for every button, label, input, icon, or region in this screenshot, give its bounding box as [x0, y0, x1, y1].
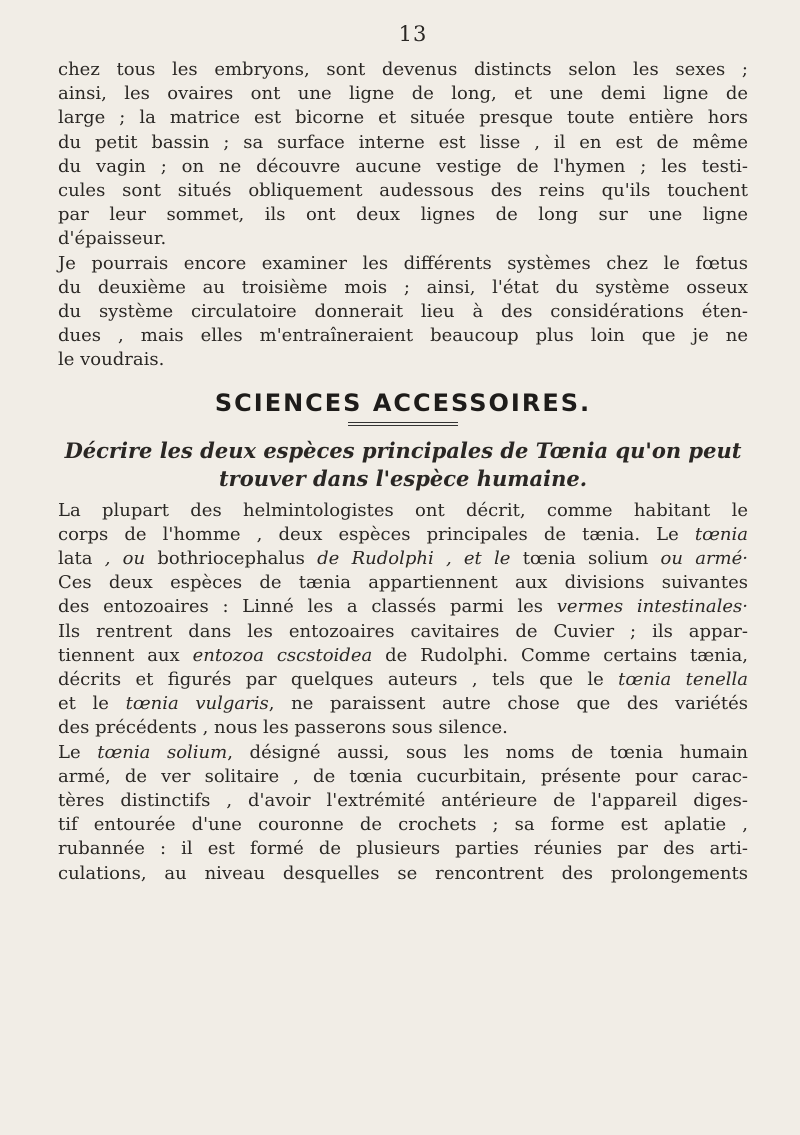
text-segment: des précédents , nous les passerons sous silence.	[58, 717, 508, 739]
body-paragraph	[58, 499, 748, 886]
text-segment: Ils rentrent dans les entozoaires cavitaires de Cuvier ; ils appar-	[58, 620, 748, 642]
italic-term: ou armé·	[648, 548, 748, 570]
text-line: du vagin ; on ne découvre aucune vestige de l'hymen ; les testi-	[58, 155, 748, 177]
text-segment: décrits et figurés par quelques auteurs , tels que le	[58, 669, 619, 691]
text-line	[58, 668, 748, 692]
text-line: ainsi, les ovaires ont une ligne de long, et une demi ligne de	[58, 83, 748, 105]
text-line	[58, 862, 748, 886]
text-line	[58, 595, 748, 619]
text-segment: culations, au niveau desquelles se rencontrent des prolongements	[58, 862, 748, 884]
text-segment: bothriocephalus	[157, 548, 305, 570]
text-segment: tœnia solium	[522, 548, 649, 570]
double-rule-divider	[348, 421, 458, 427]
intro-paragraph	[58, 58, 748, 252]
section-heading: SCIENCES ACCESSOIRES.	[214, 388, 592, 417]
text-segment: Le	[58, 741, 98, 763]
text-segment: tiennent aux	[58, 644, 193, 666]
text-line	[58, 741, 748, 765]
text-line: du système circulatoire donnerait lieu à des considérations éten-	[58, 301, 748, 323]
italic-term: tœnia solium	[97, 741, 228, 763]
italic-term: tœnia tenella	[618, 669, 748, 691]
text-line	[58, 523, 748, 547]
text-segment: lata	[58, 548, 93, 570]
italic-term: de Rudolphi , et le	[304, 548, 523, 570]
text-segment: , désigné aussi, sous les noms de tœnia humain	[227, 741, 748, 763]
text-line: du deuxième au troisième mois ; ainsi, l'état du système osseux	[58, 276, 748, 298]
text-line	[58, 644, 748, 668]
text-segment: , ne paraissent autre chose que des variétés	[268, 693, 748, 715]
text-line	[58, 813, 748, 837]
italic-term: , ou	[92, 548, 158, 570]
italic-term: tœnia vulgaris	[125, 693, 269, 715]
italic-term: vermes intestinales·	[556, 596, 749, 618]
italic-term: entozoa cscstoidea	[192, 644, 373, 666]
second-paragraph	[58, 252, 748, 373]
text-line	[58, 620, 748, 644]
document-page	[58, 22, 748, 886]
text-segment: tères distinctifs , d'avoir l'extrémité antérieure de l'appareil diges-	[58, 790, 748, 812]
text-segment: La plupart des helmintologistes ont décrit, comme habitant le	[58, 499, 748, 521]
text-segment: armé, de ver solitaire , de tœnia cucurbitain, présente pour carac-	[58, 765, 748, 787]
text-segment: corps de l'homme , deux espèces principales de tænia. Le	[58, 523, 695, 545]
text-line	[58, 692, 748, 716]
text-line: par leur sommet, ils ont deux lignes de long sur une ligne	[58, 204, 748, 226]
text-line: chez tous les embryons, sont devenus distincts selon les sexes ;	[58, 59, 748, 80]
text-line: Je pourrais encore examiner les différents systèmes chez le fœtus	[58, 252, 748, 274]
text-segment: tif entourée d'une couronne de crochets ; sa forme est aplatie ,	[58, 814, 748, 836]
text-line: d'épaisseur.	[58, 228, 167, 250]
text-line	[58, 571, 748, 595]
text-segment: Ces deux espèces de tænia appartiennent aux divisions suivantes	[58, 572, 748, 594]
text-line: du petit bassin ; sa surface interne est lisse , il en est de même	[58, 131, 748, 153]
text-line	[58, 716, 748, 740]
subheading-line: Décrire les deux espèces principales de Tœnia qu'on peut	[64, 437, 742, 463]
text-segment: rubannée : il est formé de plusieurs parties réunies par des arti-	[58, 838, 748, 860]
text-segment: des entozoaires : Linné les a classés parmi les	[58, 596, 557, 618]
page-number: 13	[398, 22, 428, 46]
text-line: dues , mais elles m'entraîneraient beaucoup plus loin que je ne	[58, 325, 748, 347]
subheading	[58, 437, 748, 493]
subheading-line: trouver dans l'espèce humaine.	[218, 465, 588, 491]
text-line: large ; la matrice est bicorne et située presque toute entière hors	[58, 107, 748, 129]
italic-term: tœnia	[694, 523, 748, 545]
text-line	[58, 765, 748, 789]
text-line: le voudrais.	[58, 349, 165, 371]
text-segment: et le	[58, 693, 126, 715]
text-segment: de Rudolphi. Comme certains tænia,	[372, 644, 748, 666]
text-line	[58, 837, 748, 861]
text-line	[58, 499, 748, 523]
text-line	[58, 547, 748, 571]
text-line: cules sont situés obliquement audessous des reins qu'ils touchent	[58, 180, 748, 202]
text-line	[58, 789, 748, 813]
